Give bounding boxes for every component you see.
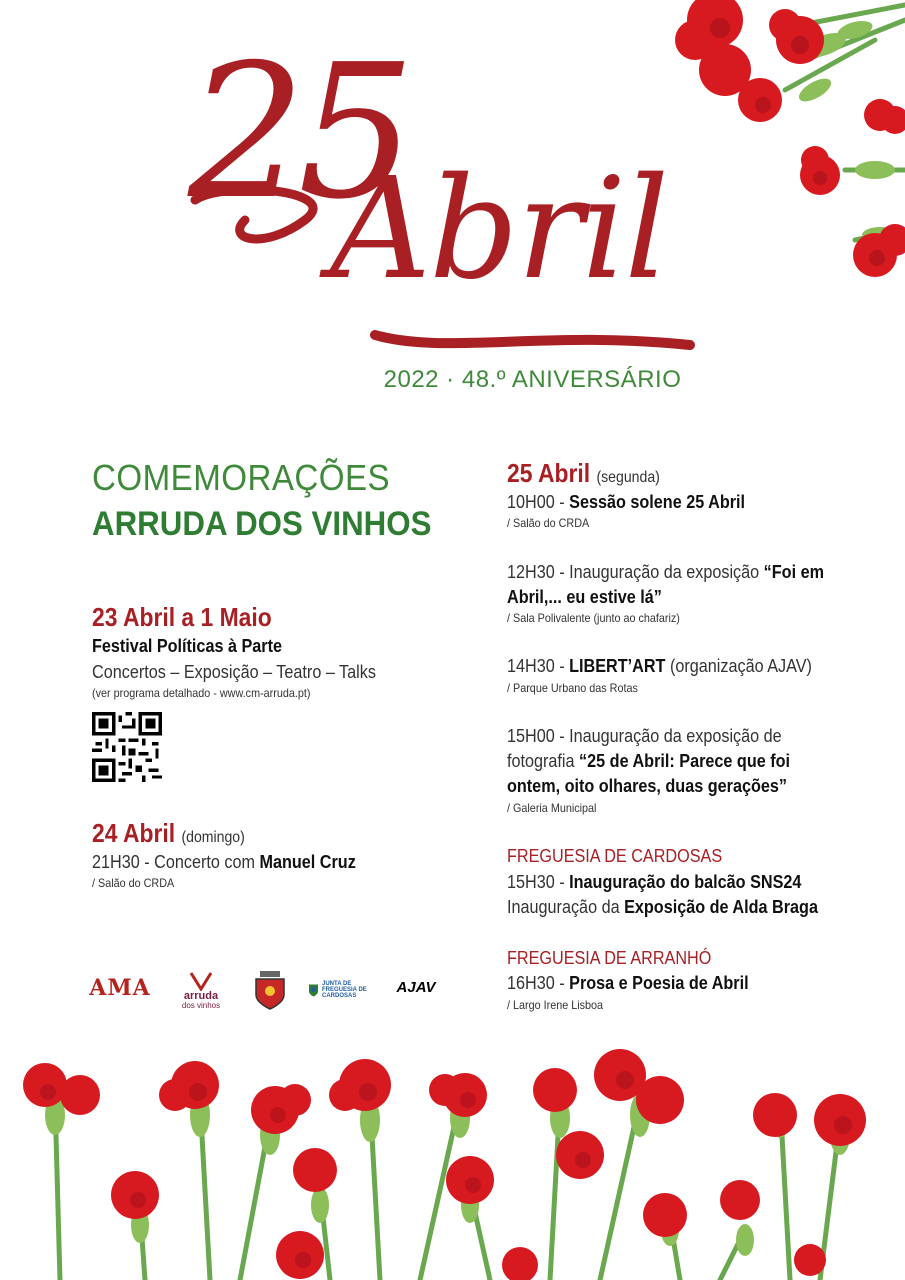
anniversary-subtitle: 2022 · 48.º ANIVERSÁRIO xyxy=(383,366,682,393)
heading-comemoracoes: COMEMORAÇÕES xyxy=(92,457,391,498)
freguesia-cardosas-label: FREGUESIA DE CARDOSAS xyxy=(507,846,723,866)
ama-logo: AMA xyxy=(89,974,151,1001)
arranho-line: 16H30 - Prosa e Poesia de Abril xyxy=(507,973,749,993)
item2-line2: Abril,... eu estive lá” xyxy=(507,587,662,607)
arruda-dos-vinhos-logo: arruda dos vinhos xyxy=(168,968,234,1012)
sponsor-logos xyxy=(88,968,448,1012)
item4-line1: 15H00 - Inauguração da exposição de xyxy=(507,726,782,746)
cardosas-line2: Inauguração da Exposição de Alda Braga xyxy=(507,897,818,917)
item4-line3: ontem, oito olhares, duas gerações” xyxy=(507,776,787,796)
item1-line: 10H00 - Sessão solene 25 Abril xyxy=(507,492,746,512)
event1-date: 23 Abril a 1 Maio xyxy=(92,602,272,632)
item2-place: / Sala Polivalente (junto ao chafariz) xyxy=(507,611,680,625)
item1-place: / Salão do CRDA xyxy=(507,516,590,530)
event2-date: 24 Abril (domingo) xyxy=(92,818,245,848)
item3-place: / Parque Urbano das Rotas xyxy=(507,681,638,695)
event2-day: (domingo) xyxy=(181,829,245,846)
junta-freguesia-cardosas-logo: JUNTA DE FREGUESIA DE CARDOSAS xyxy=(308,968,378,1012)
freguesia-arranho-label: FREGUESIA DE ARRANHÓ xyxy=(507,948,712,968)
qr-code[interactable] xyxy=(92,712,162,782)
ajav-logo: AJAV xyxy=(396,979,436,996)
event1-note: (ver programa detalhado - www.cm-arruda.pt) xyxy=(92,686,311,700)
cardosas-line1: 15H30 - Inauguração do balcão SNS24 xyxy=(507,872,802,892)
wine-glass-icon xyxy=(189,971,213,991)
carnations-top-decoration xyxy=(675,0,905,300)
event1-line: Concertos – Exposição – Teatro – Talks xyxy=(92,662,376,682)
event2-line: 21H30 - Concerto com Manuel Cruz xyxy=(92,852,356,872)
item4-line2: fotografia “25 de Abril: Parece que foi xyxy=(507,751,791,771)
arranho-place: / Largo Irene Lisboa xyxy=(507,998,604,1012)
item2-line1: 12H30 - Inauguração da exposição “Foi em xyxy=(507,562,824,582)
event2-place: / Salão do CRDA xyxy=(92,876,175,890)
item3-line: 14H30 - LIBERT’ART (organização AJAV) xyxy=(507,656,812,676)
carnations-bottom-decoration xyxy=(0,1040,905,1280)
title-word: Abril xyxy=(330,148,668,311)
right-date: 25 Abril (segunda) xyxy=(507,458,660,488)
item4-place: / Galeria Municipal xyxy=(507,801,597,815)
heading-arruda-dos-vinhos: ARRUDA DOS VINHOS xyxy=(92,505,432,543)
municipal-crest-logo xyxy=(248,968,292,1012)
right-day: (segunda) xyxy=(596,469,660,486)
title-number: 25 xyxy=(188,24,408,240)
event1-title: Festival Políticas à Parte xyxy=(92,636,282,656)
